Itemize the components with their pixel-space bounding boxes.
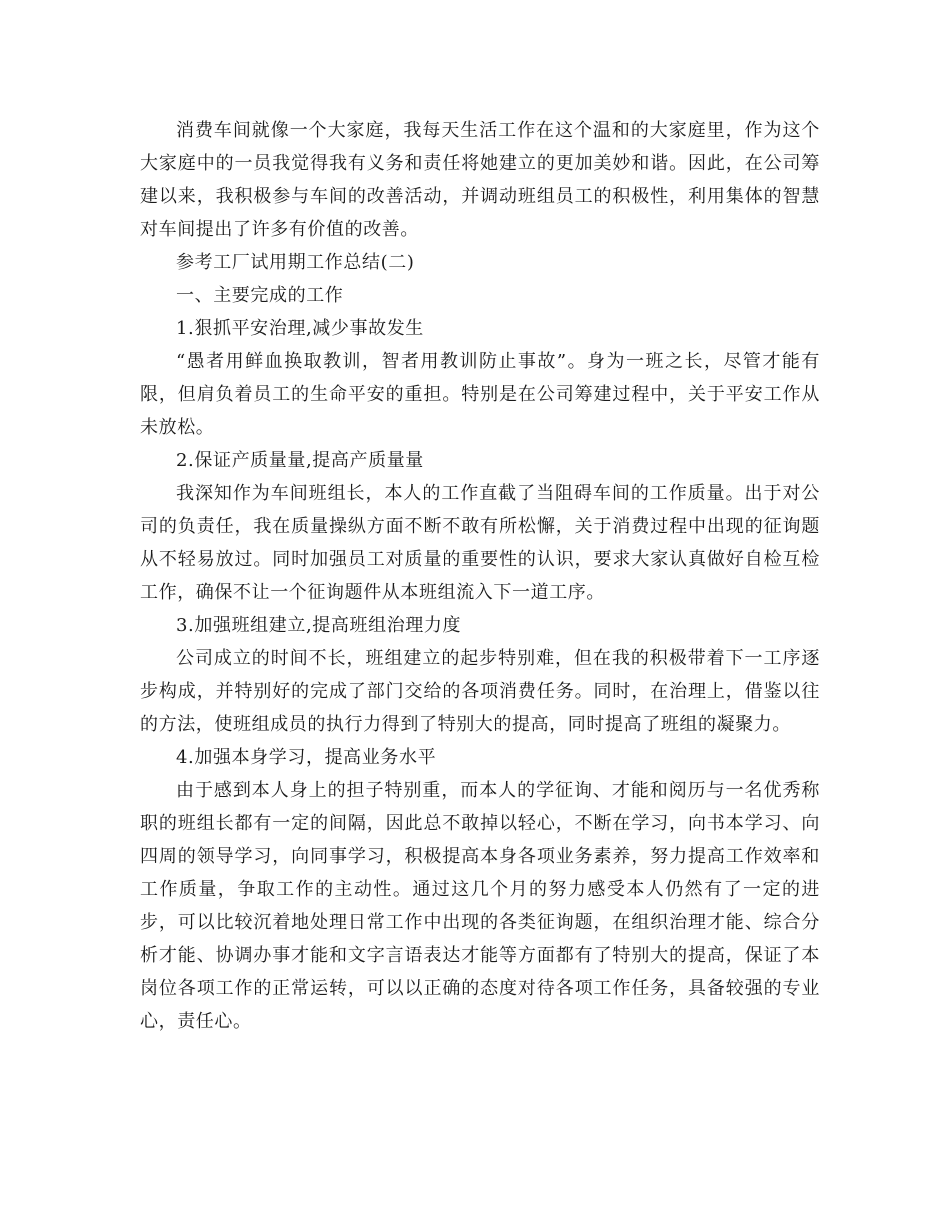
subheading: 4.加强本身学习，提高业务水平: [176, 747, 437, 768]
paragraph: 由于感到本人身上的担子特别重，而本人的学征询、才能和阅历与一名优秀称职的班组长都有一定的间隔，因此总不敢掉以轻心，不断在学习，向书本学习、向四周的领导学习，向同事学习，积极提高本身各项业务素养，努力提高工作效率和工作质量，争取工作的主动性。通过这几个月的努力感受本人仍然有了一定的进步，可以比较沉着地处理日常工作中出现的各类征询题，在组织治理才能、综合分析才能、协调办事才能和文字言语表达才能等方面都有了特别大的提高，保证了本岗位各项工作的正常运转，可以以正确的态度对待各项工作任务，具备较强的专业心，责任心。: [140, 780, 820, 1032]
section-heading: 一、主要完成的工作: [176, 285, 344, 306]
subheading: 1.狠抓平安治理,减少事故发生: [176, 318, 424, 339]
paragraph: 我深知作为车间班组长，本人的工作直截了当阻碍车间的工作质量。出于对公司的负责任，我在质量操纵方面不断不敢有所松懈，关于消费过程中出现的征询题从不轻易放过。同时加强员工对质量的重要性的认识，要求大家认真做好自检互检工作，确保不让一个征询题件从本班组流入下一道工序。: [140, 483, 820, 603]
document-body: [140, 114, 820, 1038]
section-title: 参考工厂试用期工作总结(二): [176, 252, 415, 273]
paragraph: 公司成立的时间不长，班组建立的起步特别难，但在我的积极带着下一工序逐步构成，并特别好的完成了部门交给的各项消费任务。同时，在治理上，借鉴以往的方法，使班组成员的执行力得到了特别大的提高，同时提高了班组的凝聚力。: [140, 648, 820, 735]
paragraph: “愚者用鲜血换取教训，智者用教训防止事故”。身为一班之长，尽管才能有限，但肩负着员工的生命平安的重担。特别是在公司筹建过程中，关于平安工作从未放松。: [140, 351, 820, 438]
subheading: 3.加强班组建立,提高班组治理力度: [176, 615, 462, 636]
paragraph: 消费车间就像一个大家庭，我每天生活工作在这个温和的大家庭里，作为这个大家庭中的一员我觉得我有义务和责任将她建立的更加美妙和谐。因此，在公司筹建以来，我积极参与车间的改善活动，并调动班组员工的积极性，利用集体的智慧对车间提出了许多有价值的改善。: [140, 120, 820, 240]
subheading: 2.保证产质量量,提高产质量量: [176, 450, 424, 471]
